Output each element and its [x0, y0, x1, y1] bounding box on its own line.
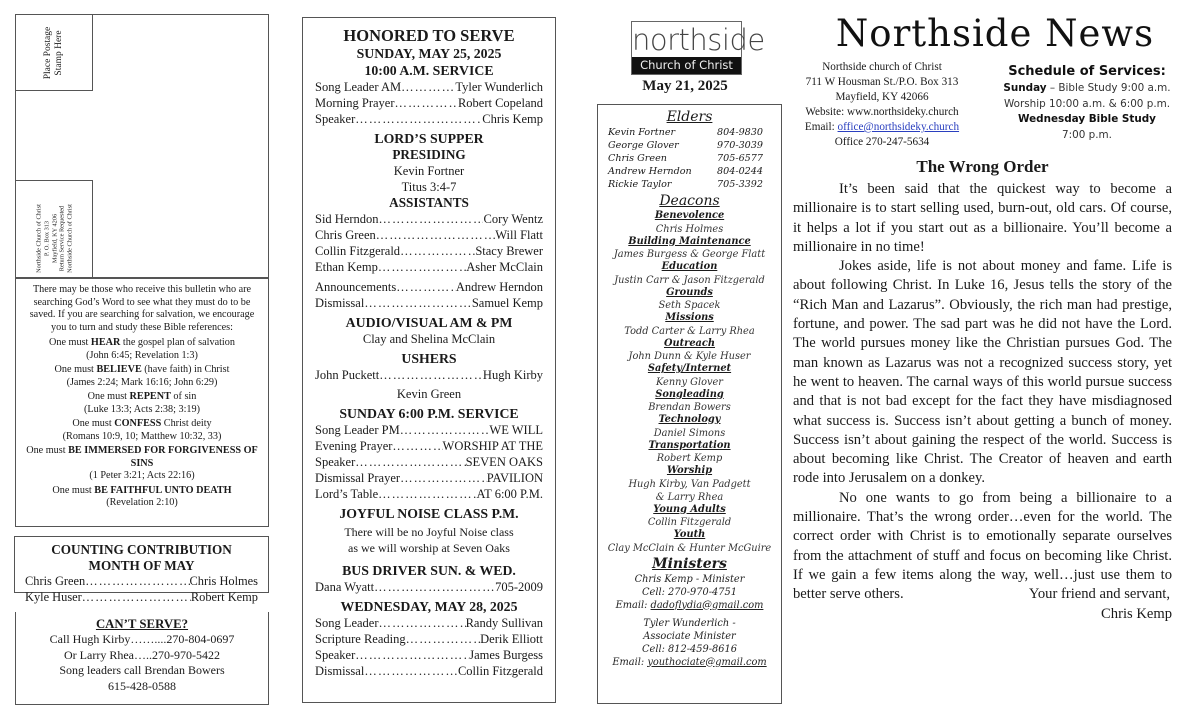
role-name: Andrew Herndon: [455, 280, 543, 294]
deacon-group: Grounds: [666, 286, 713, 298]
role-row: [315, 295, 543, 311]
role-name: Tyler Wunderlich: [455, 80, 543, 94]
deacon-members: Hugh Kirby, Van Padgett: [628, 478, 751, 490]
website-line: Website: www.northsideky.church: [805, 106, 959, 118]
role-name: Chris Kemp: [482, 112, 543, 126]
minister-line: Chris Kemp - Minister: [634, 573, 745, 585]
address-line: Mayfield, KY 42066: [835, 91, 929, 103]
salvation-step: One must CONFESS Christ deity (Romans 10:9, 10; Matthew 10:32, 33): [24, 418, 260, 443]
deacon-members: Collin Fitzgerald: [647, 517, 732, 528]
deacon-group: Young Adults: [653, 503, 726, 515]
deacon-group: Building Maintenance: [628, 235, 751, 247]
email-link[interactable]: office@northsideky.church: [837, 121, 960, 133]
cant-serve-line: 615-428-0588: [108, 678, 176, 693]
role-row: [315, 79, 543, 95]
ministers-heading: Ministers: [652, 555, 727, 572]
bus-driver-list: [315, 579, 543, 595]
av-heading: AUDIO/VISUAL AM & PM: [345, 315, 513, 330]
return-address-line: Mayfield, KY 4206: [51, 213, 59, 264]
office-phone: Office 270-247-5634: [834, 136, 930, 148]
address-line: Northside church of Christ: [822, 61, 942, 73]
joyful-noise-note: There will be no Joyful Noise class: [344, 525, 514, 539]
church-address: [792, 60, 972, 150]
counting-title: COUNTING CONTRIBUTION MONTH OF MAY: [51, 542, 232, 573]
sunday-schedule: Sunday – Bible Study 9:00 a.m.: [1003, 82, 1171, 94]
role-row: [315, 227, 543, 243]
email-line: Email: office@northsideky.church: [804, 121, 960, 133]
role-row: [315, 279, 543, 295]
role-name: PAVILION: [486, 471, 543, 485]
role-label: Song Leader PM: [315, 423, 400, 437]
role-label: Collin Fitzgerald: [315, 244, 401, 258]
role-name: SEVEN OAKS: [465, 455, 543, 469]
salvation-step: One must BE FAITHFUL UNTO DEATH (Revelation 2:10): [24, 485, 260, 510]
leadership-box: [597, 104, 782, 704]
counting-row: Chris Green …………………………………………………………………………………………… Chris Holmes: [23, 574, 260, 590]
church-logo: [631, 21, 765, 75]
article-author: Chris Kemp: [1101, 605, 1172, 622]
salvation-step: One must HEAR the gospel plan of salvation (John 6:45; Revelation 1:3): [24, 337, 260, 362]
role-name: Asher McClain: [466, 260, 543, 274]
role-name: Randy Sullivan: [465, 616, 543, 630]
cant-serve-box: [15, 612, 269, 705]
elder-row: Rickie Taylor 705-3392: [608, 179, 763, 190]
minister-line: Cell: 812-459-8616: [642, 643, 737, 655]
role-label: Announcements: [315, 280, 397, 294]
role-name: Derik Elliott: [480, 632, 543, 646]
deacon-group: Safety/Internet: [647, 363, 732, 374]
minister-line: Cell: 270-970-4751: [642, 586, 737, 598]
role-label: Dismissal: [315, 664, 365, 678]
role-name: Collin Fitzgerald: [457, 664, 543, 678]
presiding-label: PRESIDING: [392, 147, 466, 162]
deacon-group: Youth: [673, 529, 706, 540]
ushers-list: [315, 367, 543, 383]
service-time: 10:00 A.M. SERVICE: [364, 63, 494, 78]
role-label: Dismissal: [315, 296, 365, 310]
minister-email: Email: youthociate@gmail.com: [612, 656, 767, 668]
deacon-members: & Larry Rhea: [655, 491, 724, 503]
return-address-box: [15, 180, 93, 278]
article-paragraph: No one wants to go from being a billionaire to a millionaire. That’s the wrong order…even for the world. The correct order with Christ is to emotionally separate ourselves from the attachment of stuff and focus on becoming like Christ. If we gain a few items along the way, well…just use them to better serve others.: [793, 489, 1172, 603]
scripture-refs: (Romans 10:9, 10; Matthew 10:32, 33): [62, 430, 222, 442]
role-name: Stacy Brewer: [475, 244, 543, 258]
role-row: [315, 486, 543, 502]
ministers-list: [598, 573, 781, 669]
deacon-members: Justin Carr & Jason Fitzgerald: [614, 274, 765, 286]
postage-stamp-text: [43, 8, 65, 98]
email-link[interactable]: youthociate@gmail.com: [647, 656, 767, 668]
return-address-line: P. O. Box 313: [43, 220, 51, 257]
role-row: [315, 615, 543, 631]
deacon-group: Education: [661, 261, 718, 272]
deacon-members: James Burgess & George Flatt: [613, 249, 766, 260]
logo-band: Church of Christ: [632, 57, 741, 74]
scripture-refs: (Revelation 2:10): [106, 497, 178, 508]
cant-serve-title: CAN’T SERVE?: [95, 617, 189, 631]
article-closing: Your friend and servant,: [1028, 586, 1170, 603]
role-row: [315, 95, 543, 111]
role-label: Chris Green: [315, 228, 376, 242]
role-label: Lord’s Table: [315, 487, 379, 501]
assistants-list: [315, 211, 543, 275]
wednesday-time: 7:00 p.m.: [1062, 128, 1112, 141]
av-names: Clay and Shelina McClain: [362, 332, 496, 346]
role-name: James Burgess: [469, 648, 543, 662]
scripture-refs: (James 2:24; Mark 16:16; John 6:29): [66, 376, 218, 388]
email-link[interactable]: dadoflydia@gmail.com: [650, 599, 764, 611]
role-label: Speaker: [315, 648, 356, 662]
role-label: John Puckett: [315, 368, 380, 382]
cant-serve-line: Call Hugh Kirby……....270-804-0697: [49, 632, 235, 646]
role-row: [315, 647, 543, 663]
role-row: [315, 243, 543, 259]
stamp-line-1: Place Postage: [43, 26, 53, 80]
deacon-group: Transportation: [648, 439, 731, 451]
pm-roles: [315, 422, 543, 502]
newsletter-masthead: Northside News: [835, 12, 1155, 55]
usher-extra: Kevin Green: [396, 387, 462, 401]
role-label: Scripture Reading: [315, 632, 406, 646]
role-row: [315, 579, 543, 595]
role-row: [315, 367, 543, 383]
salvation-step: One must BELIEVE (have faith) in Christ (James 2:24; Mark 16:16; John 6:29): [24, 364, 260, 389]
return-address-line: Northside Church of Christ: [35, 204, 43, 273]
worship-schedule: Worship 10:00 a.m. & 6:00 p.m.: [1003, 97, 1171, 110]
deacon-members: Seth Spacek: [658, 300, 721, 311]
ushers-heading: USHERS: [401, 351, 457, 366]
wednesday-heading: WEDNESDAY, MAY 28, 2025: [340, 599, 518, 614]
role-row: [315, 111, 543, 127]
am-roles: [315, 79, 543, 127]
role-row: [315, 663, 543, 679]
elder-row: Andrew Herndon 804-0244: [608, 166, 763, 177]
return-address-line: Return Service Requested: [58, 205, 66, 272]
deacons-list: [598, 210, 781, 555]
role-label: Ethan Kemp: [315, 260, 378, 274]
minister-line: Associate Minister: [643, 630, 736, 642]
role-name: Cory Wentz: [483, 212, 543, 226]
minister-email: Email: dadoflydia@gmail.com: [615, 599, 764, 611]
deacon-group: Outreach: [663, 337, 715, 349]
deacon-members: Clay McClain & Hunter McGuire: [607, 542, 772, 554]
deacons-heading: Deacons: [659, 193, 720, 209]
deacon-members: Brendan Bowers: [648, 402, 731, 413]
role-row: [315, 631, 543, 647]
role-name: WE WILL: [489, 423, 543, 437]
scripture-refs: (Luke 13:3; Acts 2:38; 3:19): [83, 403, 200, 415]
role-row: [315, 211, 543, 227]
minister-line: Tyler Wunderlich -: [643, 617, 736, 629]
salvation-steps: [24, 337, 260, 510]
honored-to-serve-box: [302, 17, 556, 703]
counting-row: Kyle Huser …………………………………………………………………………………………… Robert Kemp: [23, 590, 260, 606]
role-row: [315, 259, 543, 275]
deacon-group: Benevolence: [654, 210, 725, 221]
schedule-of-services: [982, 63, 1192, 143]
role-label: Dana Wyatt: [315, 580, 375, 594]
lords-supper-heading: LORD’S SUPPER: [374, 131, 484, 146]
joyful-noise-heading: JOYFUL NOISE CLASS P.M.: [339, 506, 519, 521]
other-roles: [315, 279, 543, 311]
elder-row: George Glover 970-3039: [608, 140, 763, 151]
role-label: Speaker: [315, 455, 356, 469]
wednesday-roles: [315, 615, 543, 679]
role-row: [315, 470, 543, 486]
role-name: 705-2009: [495, 580, 543, 594]
address-line: 711 W Housman St./P.O. Box 313: [805, 76, 959, 88]
postage-stamp-box: [15, 14, 93, 91]
salvation-intro: There may be those who receive this bulletin who are searching God’s Word to see what they must do to be saved. If you are searching for salvation, we encourage you to turn and study these Bible references:: [29, 284, 255, 333]
role-label: Morning Prayer: [315, 96, 395, 110]
role-label: Song Leader: [315, 616, 379, 630]
role-name: Samuel Kemp: [471, 296, 543, 310]
deacon-group: Worship: [666, 465, 713, 476]
service-date: SUNDAY, MAY 25, 2025: [356, 46, 502, 61]
honored-title: HONORED TO SERVE: [343, 26, 515, 45]
stamp-line-2: Stamp Here: [54, 30, 64, 76]
scripture-refs: (1 Peter 3:21; Acts 22:16): [89, 470, 195, 481]
wednesday-schedule: Wednesday Bible Study: [1018, 113, 1156, 125]
role-row: [315, 422, 543, 438]
article-paragraph: It’s been said that the quickest way to become a millionaire is to start selling used, burn-out, old cars. Of course, it helps a lot if you start out as a billionaire. You’ll become a millionaire in no time!: [793, 181, 1172, 255]
role-label: Dismissal Prayer: [315, 471, 401, 485]
role-name: Robert Copeland: [457, 96, 543, 110]
elders-list: [598, 126, 781, 191]
deacon-members: Todd Carter & Larry Rhea: [624, 325, 755, 337]
scripture-refs: (John 6:45; Revelation 1:3): [86, 349, 198, 361]
deacon-group: Missions: [665, 312, 714, 323]
pm-service-heading: SUNDAY 6:00 P.M. SERVICE: [339, 406, 519, 421]
salvation-step: One must BE IMMERSED FOR FORGIVENESS OF SINS (1 Peter 3:21; Acts 22:16): [24, 445, 260, 483]
schedule-heading: Schedule of Services:: [1008, 64, 1166, 79]
deacon-members: Kenny Glover: [656, 376, 723, 388]
elders-heading: Elders: [666, 109, 713, 125]
deacon-members: Chris Holmes: [655, 223, 724, 235]
role-label: Sid Herndon: [315, 212, 379, 226]
article: [793, 156, 1172, 624]
return-address-line: Northside Church of Christ: [66, 204, 74, 273]
presiding-reference: Titus 3:4-7: [401, 180, 457, 194]
deacon-members: Daniel Simons: [653, 427, 726, 439]
cant-serve-line: Or Larry Rhea…..270-970-5422: [64, 647, 220, 662]
assistants-label: ASSISTANTS: [389, 195, 469, 210]
deacon-members: Robert Kemp: [656, 453, 723, 464]
presiding-name: Kevin Fortner: [393, 164, 465, 178]
deacon-group: Songleading: [655, 388, 724, 400]
bus-driver-heading: BUS DRIVER SUN. & WED.: [342, 563, 516, 578]
bulletin-date: May 21, 2025: [642, 78, 728, 94]
role-row: [315, 438, 543, 454]
salvation-step: One must REPENT of sin (Luke 13:3; Acts 2:38; 3:19): [24, 391, 260, 416]
joyful-noise-note: as we will worship at Seven Oaks: [348, 540, 510, 555]
role-name: WORSHIP AT THE: [442, 439, 543, 453]
role-row: [315, 454, 543, 470]
role-name: AT 6:00 P.M.: [476, 487, 543, 501]
role-name: Will Flatt: [495, 228, 543, 242]
cant-serve-line: Song leaders call Brendan Bowers: [59, 663, 225, 677]
deacon-members: John Dunn & Kyle Huser: [628, 351, 751, 362]
role-label: Song Leader AM: [315, 80, 402, 94]
counting-contribution-box: [14, 536, 269, 604]
article-title: The Wrong Order: [916, 157, 1049, 176]
article-paragraph: Jokes aside, life is not about money and fame. Life is about following Christ. In Luke 16, Jesus tells the story of the “Rich Man and Lazarus”. Obviously, the rich man had prestige, fortune, and power. The sad part was he did not have the Lord. The world pursues money like the Christian pursues God. The man known as Lazarus was not a recognized success story, yet he went to heaven. The carnal ways of this world pursue success and that is not bad except for the fact they have misdiagnosed what success is. Success isn’t about getting a bunch of money. Success isn’t about gaining the respect of the world. Success is about becoming like Christ. The Creator of heaven and earth rode into Jerusalem on a donkey.: [793, 258, 1172, 487]
elder-row: Chris Green 705-6577: [608, 153, 763, 164]
role-name: Hugh Kirby: [482, 368, 543, 382]
deacon-group: Technology: [658, 414, 721, 425]
role-label: Speaker: [315, 112, 356, 126]
logo-wordmark: northside: [632, 23, 765, 57]
elder-row: Kevin Fortner 804-9830: [608, 127, 763, 138]
salvation-plan-box: [15, 278, 269, 527]
role-label: Evening Prayer: [315, 439, 393, 453]
